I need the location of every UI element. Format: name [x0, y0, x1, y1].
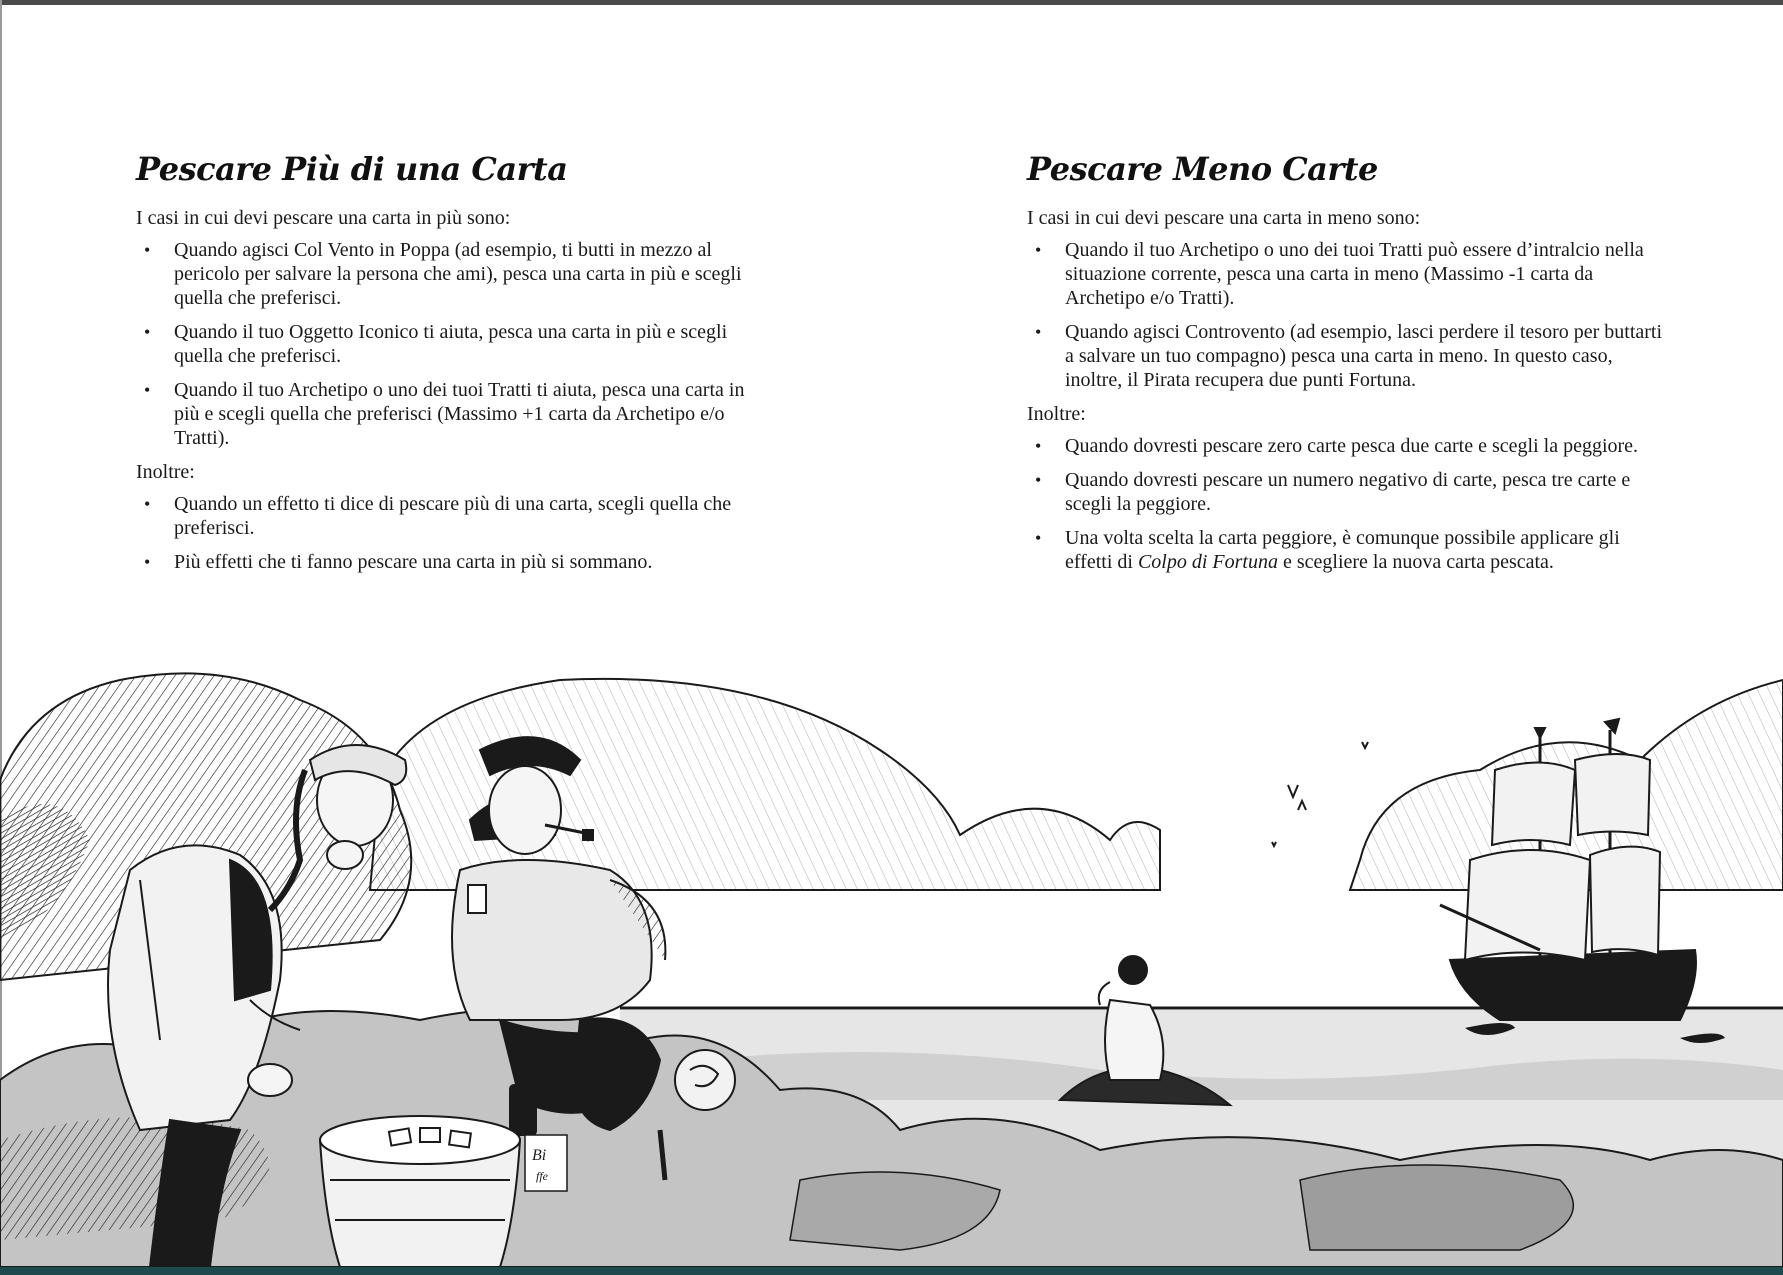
list-item [1027, 526, 1667, 574]
svg-text:Bi: Bi [532, 1147, 547, 1164]
list-item: • Quando dovresti pescare un numero negativo di carte, pesca tre carte e scegli la peggiore. [1027, 468, 1667, 516]
bullet-emphasis: Colpo di Fortuna [1137, 551, 1278, 573]
bullet-text: e scegliere la nuova carta pescata. [1277, 551, 1554, 573]
list-item: • Quando dovresti pescare zero carte pesca due carte e scegli la peggiore. [1027, 434, 1667, 458]
list-item: • Quando agisci Controvento (ad esempio, lasci perdere il tesoro per buttarti a salvare un tuo compagno) pesca una carta in meno. In questo caso, inoltre, il Pirata recupera due punti Fortuna. [1027, 320, 1667, 392]
page-bottom-band [0, 1267, 1783, 1275]
barrel-with-cards [320, 1116, 520, 1267]
artist-signature-logo [525, 1135, 567, 1191]
section-subhead: Inoltre: [136, 461, 195, 483]
svg-text:ffe: ffe [536, 1169, 548, 1183]
page-top-border [0, 0, 1783, 5]
bullet-list [136, 238, 766, 450]
section-title-draw-fewer: Pescare Meno Carte [1027, 150, 1378, 188]
bullet-text: Una volta scelta la carta peggiore, è comunque possibile applicare gli effetti di [1065, 527, 1620, 573]
bullet-list [1027, 238, 1667, 392]
cloud-shape [370, 679, 1160, 890]
section-title-draw-more: Pescare Più di una Carta [136, 150, 568, 188]
section-intro: I casi in cui devi pescare una carta in meno sono: [1027, 207, 1421, 229]
birds [1272, 742, 1368, 846]
list-item: • Quando il tuo Oggetto Iconico ti aiuta, pesca una carta in più e scegli quella che preferisci. [136, 320, 766, 368]
list-item: • Quando il tuo Archetipo o uno dei tuoi Tratti ti aiuta, pesca una carta in più e scegli quella che preferisci (Massimo +1 carta da Archetipo e/o Tratti). [136, 378, 766, 450]
list-item: • Quando il tuo Archetipo o uno dei tuoi Tratti può essere d’intralcio nella situazione corrente, pesca una carta in meno (Massimo -1 carta da Archetipo e/o Tratti). [1027, 238, 1667, 310]
section-draw-more [136, 150, 766, 584]
list-item: • Più effetti che ti fanno pescare una carta in più si sommano. [136, 550, 766, 574]
section-draw-fewer [1027, 150, 1667, 584]
list-item: • Quando un effetto ti dice di pescare più di una carta, scegli quella che preferisci. [136, 492, 766, 540]
bullet-list-more [1027, 434, 1667, 574]
list-item: • Quando agisci Col Vento in Poppa (ad esempio, ti butti in mezzo al pericolo per salvare la persona che ami), pesca una carta in più e scegli quella che preferisci. [136, 238, 766, 310]
section-intro: I casi in cui devi pescare una carta in più sono: [136, 207, 511, 229]
bullet-list-more [136, 492, 766, 574]
section-subhead: Inoltre: [1027, 403, 1086, 425]
pirate-scene-illustration [0, 660, 1783, 1267]
